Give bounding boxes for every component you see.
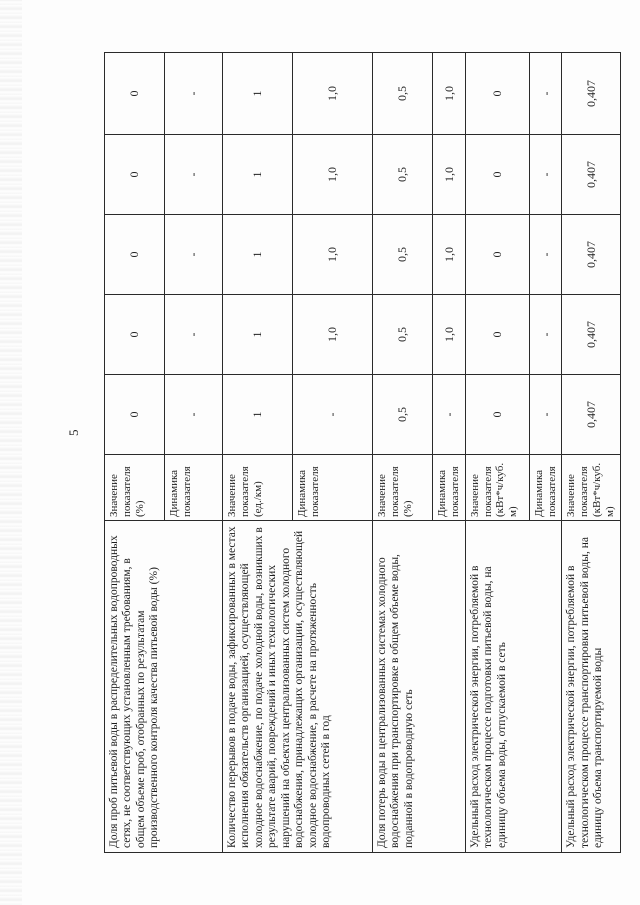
table-row bbox=[373, 53, 433, 853]
value-cell: 0 bbox=[105, 135, 165, 215]
value-cell: - bbox=[165, 295, 223, 375]
value-cell: 0,407 bbox=[562, 295, 620, 375]
value-cell: - bbox=[165, 375, 223, 455]
indicator-description: Количество перерывов в подаче воды, зафиксированных в местах исполнения обязательств организацией, осуществляющей холодное водоснабжение, по подаче холодной воды, возникших в результате аварий, повреждений и иных технологических нарушений на объектах централизованных систем холодного водоснабжения, принадлежащих организации, осуществляющей холодное водоснабжение, в расчете на протяженность водопроводных сетей в год bbox=[223, 521, 373, 853]
value-cell: 0 bbox=[465, 135, 529, 215]
value-cell: 1,0 bbox=[433, 135, 466, 215]
scan-edge bbox=[0, 0, 22, 905]
indicator-type: Динамика показателя bbox=[165, 455, 223, 521]
value-cell: - bbox=[165, 215, 223, 295]
table-row bbox=[223, 53, 293, 853]
value-cell: 1 bbox=[223, 375, 293, 455]
indicator-type: Динамика показателя bbox=[529, 455, 562, 521]
table-row bbox=[465, 53, 529, 853]
indicator-description: Удельный расход электрической энергии, потребляемой в технологическом процессе транспортировки питьевой воды, на единицу объема транспортируемой воды bbox=[562, 521, 620, 853]
value-cell: 1 bbox=[223, 53, 293, 135]
value-cell: 0,5 bbox=[373, 375, 433, 455]
value-cell: - bbox=[529, 135, 562, 215]
page-number: 5 bbox=[66, 429, 81, 436]
value-cell: 0 bbox=[465, 295, 529, 375]
value-cell: 1 bbox=[223, 135, 293, 215]
value-cell: - bbox=[529, 375, 562, 455]
value-cell: 0 bbox=[465, 53, 529, 135]
indicator-type: Значение показателя (%) bbox=[373, 455, 433, 521]
indicator-type: Динамика показателя bbox=[433, 455, 466, 521]
value-cell: 0,407 bbox=[562, 215, 620, 295]
value-cell: 1,0 bbox=[293, 135, 373, 215]
value-cell: - bbox=[529, 53, 562, 135]
value-cell: 0,407 bbox=[562, 135, 620, 215]
value-cell: 0,5 bbox=[373, 295, 433, 375]
value-cell: 1,0 bbox=[433, 53, 466, 135]
indicator-type: Динамика показателя bbox=[293, 455, 373, 521]
value-cell: 0,5 bbox=[373, 215, 433, 295]
indicator-description: Удельный расход электрической энергии, потребляемой в технологическом процессе подготовки питьевой воды, на единицу объема воды, отпускаемой в сеть bbox=[465, 521, 562, 853]
indicator-type: Значение показателя (кВт*ч/куб. м) bbox=[465, 455, 529, 521]
indicator-type: Значение показателя (%) bbox=[105, 455, 165, 521]
indicator-type: Значение показателя (кВт*ч/куб. м) bbox=[562, 455, 620, 521]
value-cell: - bbox=[165, 135, 223, 215]
indicator-type: Значение показателя (ед./км) bbox=[223, 455, 293, 521]
value-cell: - bbox=[529, 215, 562, 295]
value-cell: 0 bbox=[105, 53, 165, 135]
indicators-table-wrapper bbox=[104, 53, 617, 853]
value-cell: 0,407 bbox=[562, 53, 620, 135]
value-cell: 0 bbox=[105, 375, 165, 455]
value-cell: 0 bbox=[105, 295, 165, 375]
value-cell: 0 bbox=[465, 375, 529, 455]
table-row bbox=[105, 53, 165, 853]
value-cell: 1,0 bbox=[433, 215, 466, 295]
value-cell: - bbox=[293, 375, 373, 455]
indicator-description: Доля проб питьевой воды в распределительных водопроводных сетях, не соответствующих установленным требованиям, в общем объеме проб, отобранных по результатам производственного контроля качества питьевой воды (%) bbox=[105, 521, 223, 853]
value-cell: 1,0 bbox=[293, 53, 373, 135]
value-cell: 1,0 bbox=[293, 295, 373, 375]
value-cell: 0 bbox=[465, 215, 529, 295]
indicators-table bbox=[104, 52, 621, 853]
value-cell: - bbox=[165, 53, 223, 135]
value-cell: - bbox=[529, 295, 562, 375]
value-cell: 1 bbox=[223, 295, 293, 375]
value-cell: 1,0 bbox=[433, 295, 466, 375]
value-cell: 1,0 bbox=[293, 215, 373, 295]
value-cell: 0,5 bbox=[373, 53, 433, 135]
value-cell: 0 bbox=[105, 215, 165, 295]
value-cell: - bbox=[433, 375, 466, 455]
indicator-description: Доля потерь воды в централизованных системах холодного водоснабжения при транспортировке в общем объеме воды, поданной в водопроводную сеть bbox=[373, 521, 466, 853]
value-cell: 0,407 bbox=[562, 375, 620, 455]
value-cell: 0,5 bbox=[373, 135, 433, 215]
table-row bbox=[562, 53, 620, 853]
value-cell: 1 bbox=[223, 215, 293, 295]
